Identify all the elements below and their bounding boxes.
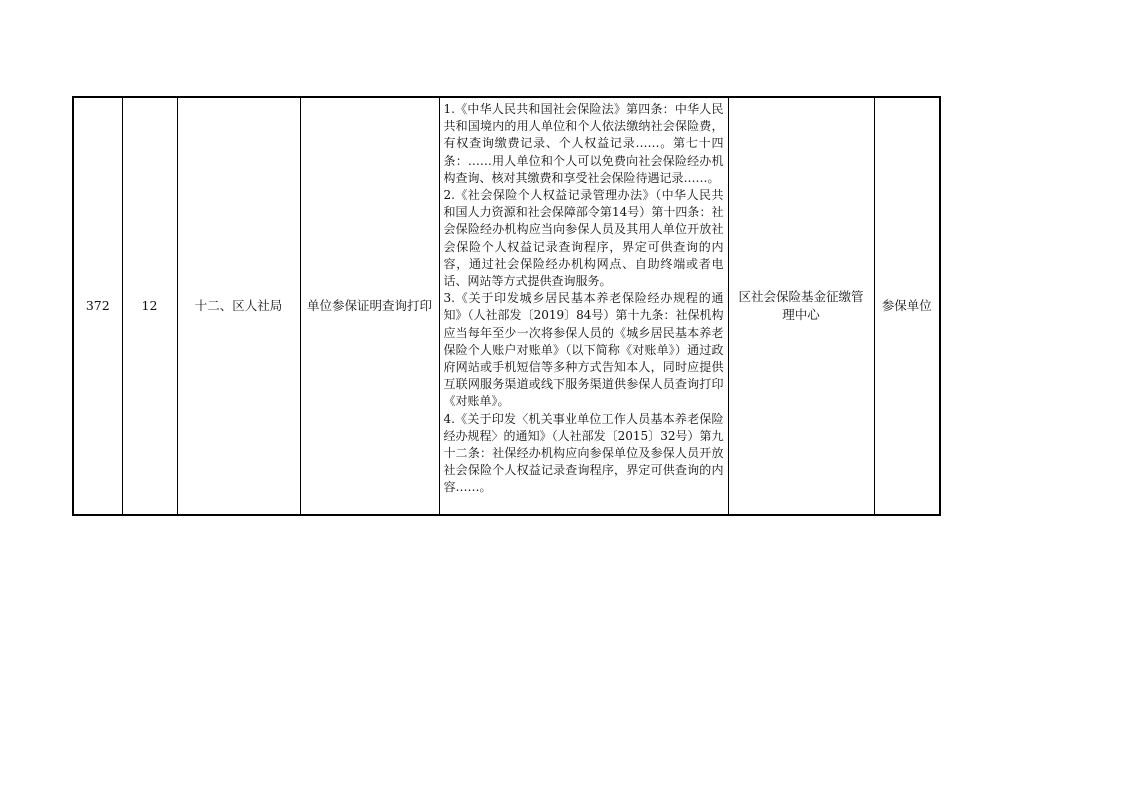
department-cell: 十二、区人社局: [177, 97, 300, 515]
legal-basis-item: 4.《关于印发〈机关事业单位工作人员基本养老保险经办规程〉的通知》（人社部发〔2015〕32号）第九十二条：社保经办机构应向参保单位及参保人员开放社会保险个人权益记录查询程序，界定可供查询的内容……。: [443, 411, 724, 495]
legal-basis-item: 1.《中华人民共和国社会保险法》第四条：中华人民共和国境内的用人单位和个人依法缴纳社会保险费，有权查询缴费记录、个人权益记录……。第七十四条：……用人单位和个人可以免费向社会保险经办机构查询、核对其缴费和享受社会保险待遇记录……。: [443, 102, 724, 185]
legal-basis-cell: [439, 97, 728, 515]
legal-basis-item: 2.《社会保险个人权益记录管理办法》（中华人民共和国人力资源和社会保障部令第14号）第十四条：社会保险经办机构应当向参保人员及其用人单位开放社会保险个人权益记录查询程序，界定可供查询的内容，通过社会保险经办机构网点、自助终端或者电话、网站等方式提供查询服务。: [443, 188, 724, 289]
table-row: [73, 97, 940, 515]
sub-serial-number-cell: 12: [122, 97, 177, 515]
implementing-body-cell: 区社会保险基金征缴管理中心: [728, 97, 874, 515]
service-target-cell: 参保单位: [874, 97, 940, 515]
legal-basis-item: 3.《关于印发城乡居民基本养老保险经办规程的通知》（人社部发〔2019〕84号）第十九条：社保机构应当每年至少一次将参保人员的《城乡居民基本养老保险个人账户对账单》（以下简称《对账单》）通过政府网站或手机短信等多种方式告知本人，同时应提供互联网服务渠道或线下服务渠道供参保人员查询打印《对账单》。: [443, 291, 724, 409]
serial-number-cell: 372: [73, 97, 122, 515]
service-list-table: [72, 96, 941, 516]
service-name-cell: 单位参保证明查询打印: [300, 97, 439, 515]
